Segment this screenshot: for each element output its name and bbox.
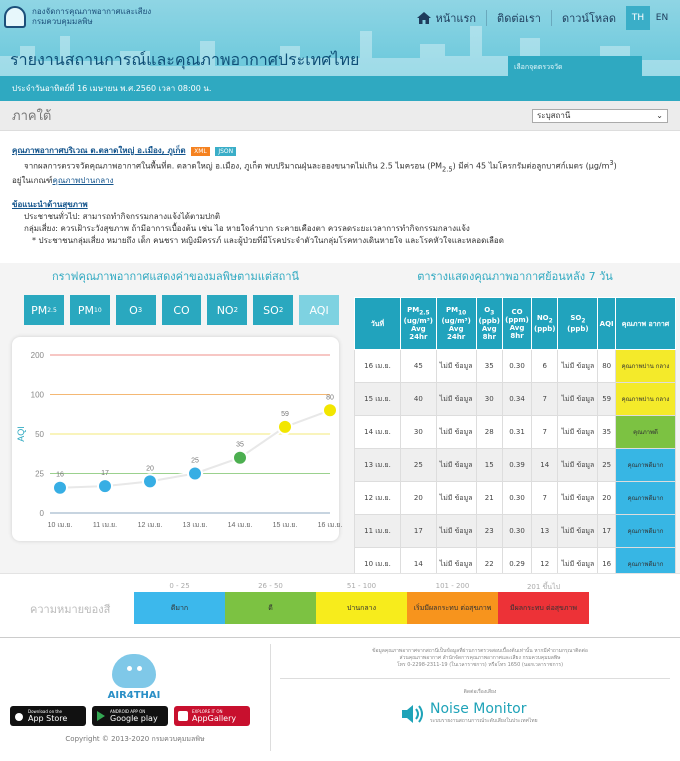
cell-aqi: 35 (598, 416, 616, 449)
data-label: 35 (236, 441, 244, 449)
col-date: วันที่ (355, 298, 401, 350)
speaker-icon (400, 703, 424, 725)
chevron-down-icon: ⌄ (656, 111, 663, 120)
table-row (355, 515, 676, 548)
tab-aqi[interactable]: AQI (299, 295, 339, 325)
footer-rule (280, 678, 670, 679)
y-tick-label: 50 (35, 430, 44, 440)
cell-date: 12 เม.ย. (355, 482, 401, 515)
data-point (53, 481, 67, 495)
x-tick-label: 14 เม.ย. (227, 522, 253, 530)
xml-badge[interactable]: XML (191, 147, 210, 156)
cell-aqi: 20 (598, 482, 616, 515)
cell-so2: ไม่มี ข้อมูล (558, 548, 598, 581)
cell-date: 10 เม.ย. (355, 548, 401, 581)
home-icon (417, 12, 431, 24)
pcd-logo[interactable] (4, 6, 151, 28)
station-select-label: เลือกจุดตรวจวัด (514, 63, 563, 71)
cell-pm25: 40 (401, 383, 437, 416)
report-date: ประจำวันอาทิตย์ที่ 16 เมษายน พ.ศ.2560 เวลา 08:00 น. (12, 84, 212, 93)
data-point (143, 475, 157, 489)
air4thai-logo[interactable] (104, 654, 164, 701)
y-axis-label: AQI (16, 426, 26, 443)
cell-pm10: ไม่มี ข้อมูล (436, 416, 476, 449)
cell-so2: ไม่มี ข้อมูล (558, 416, 598, 449)
cell-quality: คุณภาพปาน กลาง (616, 383, 676, 416)
legend-level (407, 582, 498, 624)
advice-risk-group: กลุ่มเสี่ยง: ควรเฝ้าระวังสุขภาพ ถ้ามีอาการเบื้องต้น เช่น ไอ หายใจลำบาก ระคายเคืองตา ควรลดระยะเวลาการทำกิจกรรมกลางแจ้ง (24, 224, 470, 234)
cell-aqi: 80 (598, 350, 616, 383)
quality-level-link[interactable]: คุณภาพปานกลาง (52, 176, 114, 186)
cell-pm25: 30 (401, 416, 437, 449)
data-label: 80 (326, 394, 334, 402)
cell-no2: 7 (532, 482, 558, 515)
aqi-chart-card (12, 337, 343, 541)
data-label: 16 (56, 471, 64, 479)
legend-level (498, 582, 589, 624)
color-legend (0, 573, 680, 637)
huawei-icon (178, 711, 188, 721)
cell-date: 16 เม.ย. (355, 350, 401, 383)
table-row (355, 482, 676, 515)
cell-co: 0.30 (502, 350, 531, 383)
cell-so2: ไม่มี ข้อมูล (558, 449, 598, 482)
legend-swatch: ปานกลาง (316, 592, 407, 624)
lang-en-button[interactable]: EN (655, 13, 669, 23)
legend-swatch: ดี (225, 592, 316, 624)
legend-range: 201 ขึ้นไป (526, 583, 561, 592)
copyright: Copyright © 2013-2020 กรมควบคุมมลพิษ (65, 735, 205, 744)
lang-th-button[interactable]: TH (626, 6, 650, 30)
data-label: 17 (101, 470, 109, 478)
nav-contact[interactable] (487, 10, 552, 26)
tab-pm10[interactable]: PM 10 (70, 295, 110, 325)
x-tick-label: 16 เม.ย. (317, 522, 343, 530)
cell-quality: คุณภาพดีมาก (616, 482, 676, 515)
legend-range: 101 - 200 (435, 582, 470, 591)
tab-no2[interactable]: NO 2 (207, 295, 247, 325)
col-aqi: AQI (598, 298, 616, 350)
cell-pm10: ไม่มี ข้อมูล (436, 383, 476, 416)
cell-pm10: ไม่มี ข้อมูล (436, 515, 476, 548)
table-body (355, 350, 676, 581)
col-no2: $NO_2$ (ppb) (532, 298, 558, 350)
col-pm10: $PM_{10}$ (ug/m³) Avg 24hr (436, 298, 476, 350)
y-tick-label: 0 (39, 509, 44, 519)
pcd-logo-icon (4, 6, 26, 28)
data-point (323, 404, 337, 418)
cell-quality: คุณภาพปาน กลาง (616, 350, 676, 383)
advice-note: * ประชาชนกลุ่มเสี่ยง หมายถึง เด็ก คนชรา หญิงมีครรภ์ และผู้ป่วยที่มีโรคประจำตัวในกลุ่มโรคทางเดินหายใจ และโรคหัวใจและหลอดเลือด (32, 236, 504, 246)
tab-pm25[interactable]: PM 2.5 (24, 295, 64, 325)
cell-quality: คุณภาพดีมาก (616, 548, 676, 581)
aqi-history-table (354, 297, 676, 581)
advice-general: ประชาชนทั่วไป: สามารถทำกิจกรรมกลางแจ้งได้ตามปกติ (24, 212, 221, 222)
air-quality-summary (0, 131, 680, 255)
nav-download[interactable] (552, 10, 626, 26)
col-co: CO (ppm) Avg 8hr (502, 298, 531, 350)
cell-o3: 35 (476, 350, 502, 383)
air4thai-cloud-icon (112, 654, 156, 688)
cell-aqi: 25 (598, 449, 616, 482)
tab-co[interactable]: CO (162, 295, 202, 325)
cell-o3: 23 (476, 515, 502, 548)
cell-pm10: ไม่มี ข้อมูล (436, 548, 476, 581)
region-station-value: ระบุสถานี (537, 111, 571, 120)
legend-level (225, 582, 316, 624)
col-quality: คุณภาพ อากาศ (616, 298, 676, 350)
cell-no2: 7 (532, 383, 558, 416)
x-tick-label: 12 เม.ย. (137, 522, 163, 530)
cell-pm10: ไม่มี ข้อมูล (436, 449, 476, 482)
region-bar (0, 101, 680, 131)
cell-pm10: ไม่มี ข้อมูล (436, 482, 476, 515)
cell-aqi: 17 (598, 515, 616, 548)
footer-divider (270, 644, 271, 751)
x-tick-label: 10 เม.ย. (47, 522, 73, 530)
noise-monitor-title: Noise Monitor (430, 701, 527, 718)
app-store-button[interactable]: Download on the App Store (10, 706, 86, 726)
table-row (355, 449, 676, 482)
table-header-row (355, 298, 676, 350)
app-store-links (10, 706, 250, 726)
cell-date: 14 เม.ย. (355, 416, 401, 449)
cell-co: 0.30 (502, 482, 531, 515)
col-o3: $O_3$ (ppb) Avg 8hr (476, 298, 502, 350)
cell-so2: ไม่มี ข้อมูล (558, 482, 598, 515)
air4thai-name: AIR4THAI (107, 690, 161, 702)
region-name: ภาคใต้ (12, 109, 52, 124)
legend-swatch: เริ่มมีผลกระทบ ต่อสุขภาพ (407, 592, 498, 624)
x-tick-label: 15 เม.ย. (272, 522, 298, 530)
org-name-line1: กองจัดการคุณภาพอากาศและเสียง (32, 7, 152, 16)
table-row (355, 383, 676, 416)
page-footer (0, 637, 680, 757)
table-row (355, 416, 676, 449)
org-name-line2: กรมควบคุมมลพิษ (32, 17, 93, 26)
nav-contact-label: ติดต่อเรา (497, 12, 541, 25)
google-play-button[interactable]: ANDROID APP ON Google play (92, 706, 168, 726)
top-navigation (407, 6, 674, 30)
nav-home[interactable] (407, 10, 487, 26)
data-label: 20 (146, 465, 154, 473)
region-station-select[interactable] (532, 109, 668, 123)
data-point (188, 467, 202, 481)
table-row (355, 350, 676, 383)
cell-pm25: 20 (401, 482, 437, 515)
cell-o3: 22 (476, 548, 502, 581)
main-panels (0, 263, 680, 573)
cell-quality: คุณภาพดีมาก (616, 515, 676, 548)
cell-aqi: 16 (598, 548, 616, 581)
y-tick-label: 200 (30, 351, 44, 361)
cell-no2: 12 (532, 548, 558, 581)
chart-section-title: กราฟคุณภาพอากาศแสดงค่าของมลพิษตามแต่สถานี (51, 270, 300, 284)
cell-pm25: 17 (401, 515, 437, 548)
cell-o3: 21 (476, 482, 502, 515)
cell-pm25: 45 (401, 350, 437, 383)
page-title: รายงานสถานการณ์และคุณภาพอากาศประเทศไทย (10, 50, 360, 69)
cell-o3: 30 (476, 383, 502, 416)
legend-range: 51 - 100 (346, 582, 377, 591)
col-so2: $SO_2$ (ppb) (558, 298, 598, 350)
data-label: 25 (191, 457, 199, 465)
noise-monitor-link[interactable] (400, 702, 538, 725)
page-header (0, 0, 680, 101)
x-tick-label: 11 เม.ย. (92, 522, 118, 530)
report-date-bar (0, 76, 680, 101)
google-play-icon (96, 711, 106, 721)
col-pm25: $PM_{2.5}$ (ug/m³) Avg 24hr (401, 298, 437, 350)
cell-date: 11 เม.ย. (355, 515, 401, 548)
legend-label: ความหมายของสี (30, 603, 111, 617)
aqi-line-chart (12, 337, 343, 541)
data-label: 59 (281, 411, 289, 419)
cell-aqi: 59 (598, 383, 616, 416)
legend-level (134, 582, 225, 624)
aqi-color-scale (134, 582, 589, 624)
cell-so2: ไม่มี ข้อมูล (558, 383, 598, 416)
contact-info: ข้อมูลคุณภาพอากาศจากสถานีเป็นข้อมูลที่ผ่านการตรวจสอบเบื้องต้นเท่านั้น หากมีคำถามกรุณาติดต่อ ส่วนคุณภาพอากาศ สำนักจัดการคุณภาพอากาศและเสียง กรมควบคุมมลพิษ โทร 0-2298-2311-19 (ในเวลาราชการ) หรือโทร 1650 (นอกเวลาราชการ) (372, 648, 588, 669)
legend-range: 26 - 50 (258, 582, 283, 591)
cell-o3: 28 (476, 416, 502, 449)
tab-o3[interactable]: O 3 (116, 295, 156, 325)
pollutant-tabs (24, 295, 339, 325)
cell-pm25: 14 (401, 548, 437, 581)
noise-monitor-subtitle: ระบบรายงานสถานการณ์ระดับเสียงในประเทศไทย (430, 718, 538, 725)
cell-co: 0.34 (502, 383, 531, 416)
chart-panel (12, 267, 343, 541)
cell-co: 0.31 (502, 416, 531, 449)
y-tick-label: 25 (35, 469, 44, 479)
x-tick-label: 13 เม.ย. (182, 522, 208, 530)
cell-pm10: ไม่มี ข้อมูล (436, 350, 476, 383)
cell-no2: 6 (532, 350, 558, 383)
cell-pm25: 25 (401, 449, 437, 482)
cell-co: 0.39 (502, 449, 531, 482)
nav-download-label: ดาวน์โหลด (561, 12, 616, 25)
json-badge[interactable]: JSON (215, 147, 236, 156)
cell-co: 0.30 (502, 515, 531, 548)
legend-range: 0 - 25 (169, 582, 190, 591)
health-advice-heading: ข้อแนะนำด้านสุขภาพ (12, 200, 88, 210)
cell-quality: คุณภาพดี (616, 416, 676, 449)
legend-swatch: ดีมาก (134, 592, 225, 624)
summary-level: อยู่ในเกณฑ์คุณภาพปานกลาง (12, 176, 114, 186)
summary-text: จากผลการตรวจวัดคุณภาพอากาศในพื้นที่ต. ตลาดใหญ่ อ.เมือง, ภูเก็ต พบปริมาณฝุ่นละอองขนาดไม่เกิน 2.5 ไมครอน $(PM_{2.5})$ มีค่า 45 ไมโครกรัมต่อลูกบาศก์เมตร $(\mu g/m^3)$ (24, 159, 617, 174)
data-point (278, 420, 292, 434)
nav-home-label: หน้าแรก (435, 12, 477, 25)
cell-no2: 13 (532, 515, 558, 548)
cell-no2: 7 (532, 416, 558, 449)
cell-o3: 15 (476, 449, 502, 482)
data-point (98, 479, 112, 493)
tab-so2[interactable]: SO 2 (253, 295, 293, 325)
cell-co: 0.29 (502, 548, 531, 581)
cell-no2: 14 (532, 449, 558, 482)
legend-level (316, 582, 407, 624)
station-heading[interactable]: คุณภาพอากาศบริเวณ ต.ตลาดใหญ่ อ.เมือง, ภูเก็ต (12, 146, 186, 155)
table-panel (354, 267, 676, 581)
apple-icon (14, 711, 24, 721)
table-section-title: ตารางแสดงคุณภาพอากาศย้อนหลัง 7 วัน (417, 270, 613, 284)
cell-so2: ไม่มี ข้อมูล (558, 350, 598, 383)
legend-swatch: มีผลกระทบ ต่อสุขภาพ (498, 592, 589, 624)
y-tick-label: 100 (30, 390, 44, 400)
cell-date: 15 เม.ย. (355, 383, 401, 416)
cell-quality: คุณภาพดีมาก (616, 449, 676, 482)
noise-link-label: ติดต่อเรื่องเสียง (463, 689, 497, 696)
app-gallery-button[interactable]: EXPLORE IT ON AppGallery (174, 706, 250, 726)
cell-date: 13 เม.ย. (355, 449, 401, 482)
cell-so2: ไม่มี ข้อมูล (558, 515, 598, 548)
data-point (233, 451, 247, 465)
